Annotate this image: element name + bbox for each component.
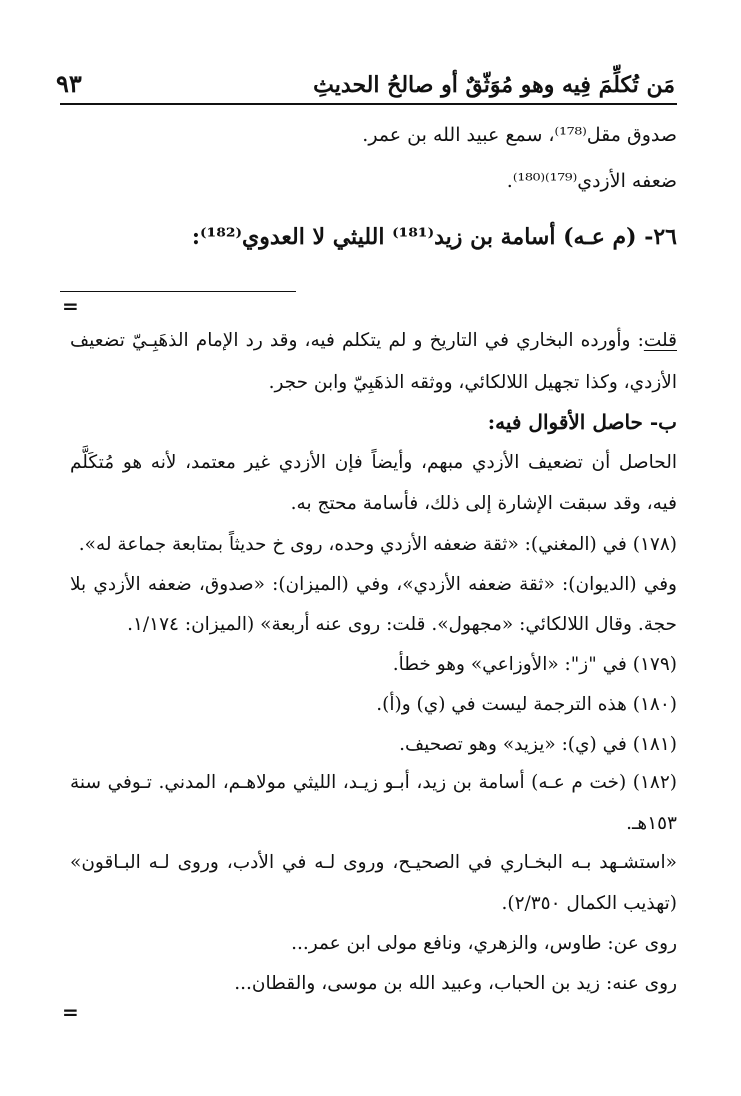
footnote-179: (١٧٩) في "ز": «الأوزاعي» وهو خطأ.	[392, 654, 677, 675]
footnote-182-line: ١٥٣هـ.	[626, 813, 677, 834]
running-title: مَن تُكلِّمَ فِيه وهو مُوَثّقٌ أو صالحُ الحديثِ	[313, 72, 675, 98]
footnote-182-line: روى عن: طاوس، والزهري، ونافع مولى ابن عمر...	[291, 933, 677, 954]
note-line: الأزدي، وكذا تجهيل اللالكائي، ووثقه الذهَبِيّ وابن حجر.	[268, 372, 677, 393]
note-line: فيه، وقد سبقت الإشارة إلى ذلك، فأسامة محتج به.	[290, 493, 677, 514]
body-line: صدوق مقل⁽¹⁷⁸⁾، سمع عبيد الله بن عمر.	[362, 124, 677, 146]
continuation-mark: =	[62, 294, 79, 318]
footnote-178-line: حجة. وقال اللالكائي: «مجهول». قلت: روى عنه أربعة» (الميزان: ١/١٧٤.	[127, 614, 677, 635]
footnote-182-line: (تهذيب الكمال ٢/٣٥٠).	[501, 893, 677, 914]
page-header	[56, 58, 675, 98]
footnote-178-line: وفي (الديوان): «ثقة ضعفه الأزدي»، وفي (الميزان): «صدوق، ضعفه الأزدي بلا	[70, 574, 677, 595]
footnote-182: (١٨٢) (خت م عـه) أسامة بن زيد، أبـو زيـد، الليثي مولاهـم، المدني. تـوفي سنة	[70, 772, 677, 793]
separator-rule	[60, 291, 296, 292]
footnote-180: (١٨٠) هذه الترجمة ليست في (ي) و(أ).	[376, 694, 677, 715]
qult-word: قلت	[643, 330, 677, 351]
continuation-mark: =	[62, 1000, 79, 1024]
footnote-178: (١٧٨) في (المغني): «ثقة ضعفه الأزدي وحده، روى خ حديثاً بمتابعة جماعة له».	[78, 534, 677, 555]
header-rule	[60, 103, 677, 105]
page-number: ٩٣	[56, 69, 82, 98]
body-line: ضعفه الأزدي⁽¹⁷⁹⁾⁽¹⁸⁰⁾.	[506, 170, 677, 192]
section-heading: ب- حاصل الأقوال فيه:	[487, 410, 677, 434]
note-text: : وأورده البخاري في التاريخ و لم يتكلم فيه، وقد رد الإمام الذهَبِـيّ تضعيف	[70, 330, 644, 351]
entry-heading: ٢٦- (م عـه) أسامة بن زيد⁽¹⁸¹⁾ الليثي لا العدوي⁽¹⁸²⁾:	[191, 224, 677, 250]
footnote-182-line: روى عنه: زيد بن الحباب، وعبيد الله بن موسى، والقطان...	[234, 973, 677, 994]
note-line	[70, 330, 677, 351]
footnote-181: (١٨١) في (ي): «يزيد» وهو تصحيف.	[399, 734, 677, 755]
footnote-182-line: «استشـهد بـه البخـاري في الصحيـح، وروى لـه في الأدب، وروى لـه البـاقون»	[70, 852, 677, 873]
note-line: الحاصل أن تضعيف الأزدي مبهم، وأيضاً فإن الأزدي غير معتمد، لأنه هو مُتكَلَّم	[70, 452, 677, 473]
